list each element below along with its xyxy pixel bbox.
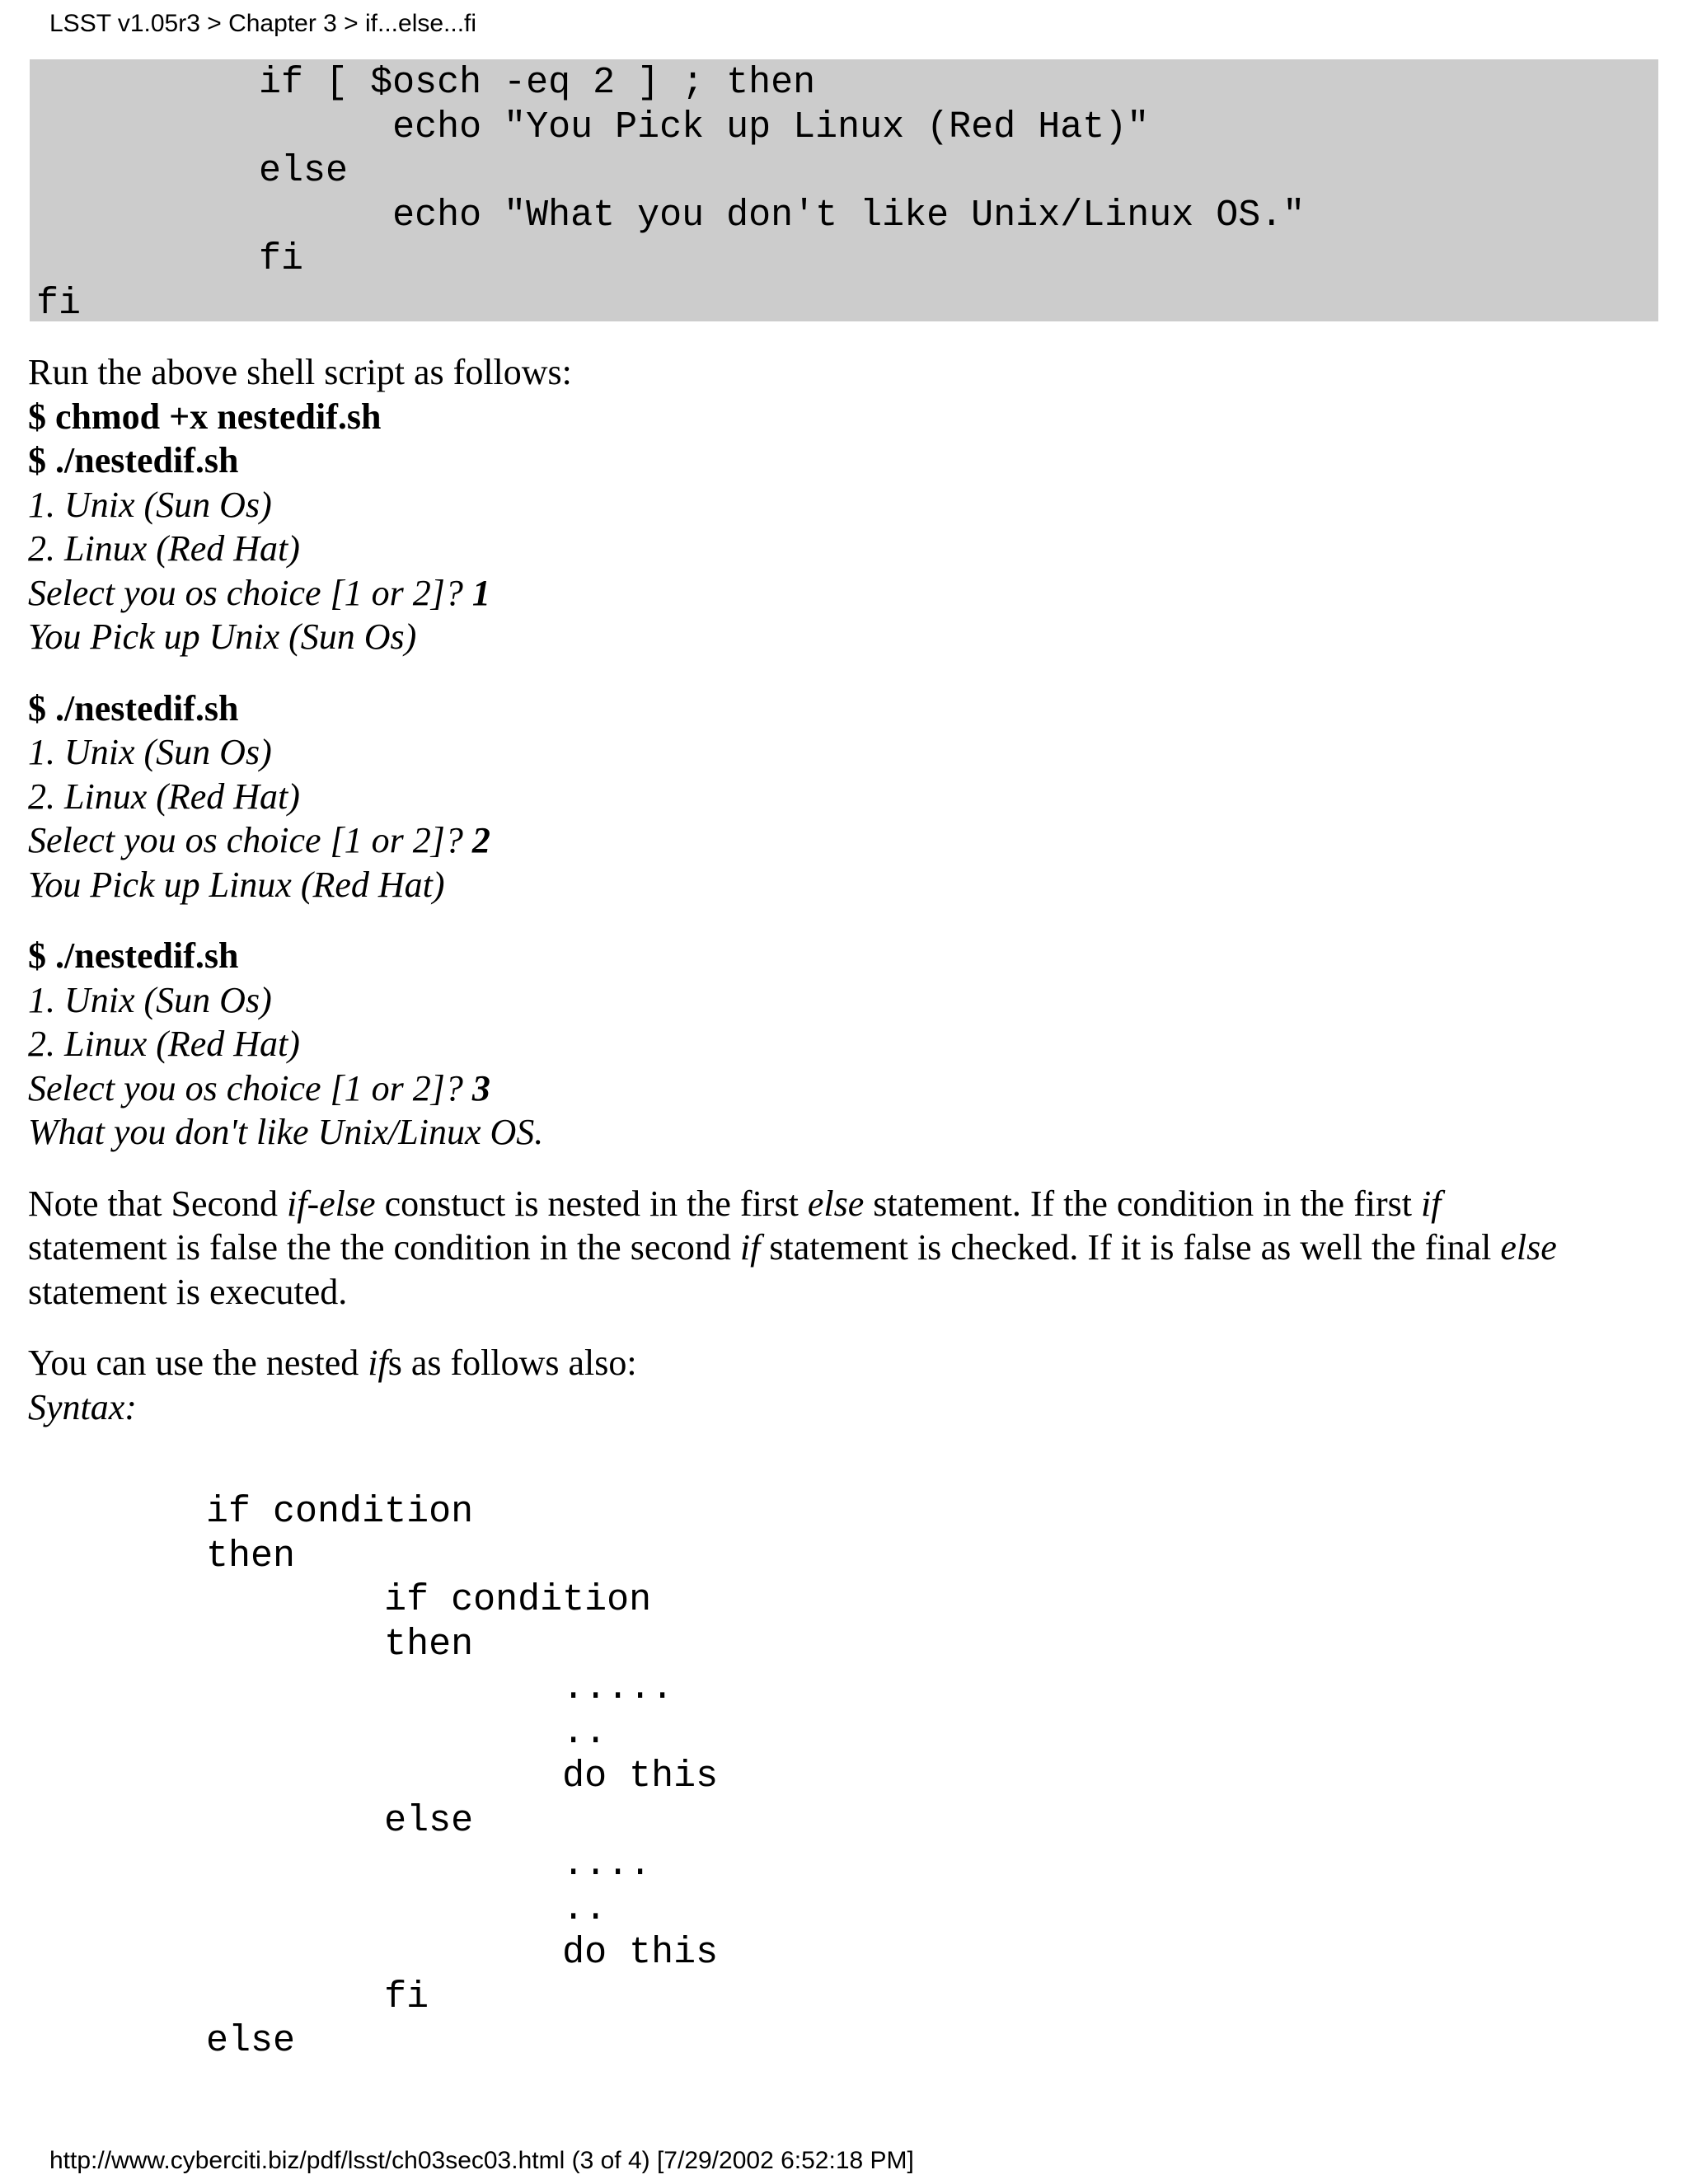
user-input: 3 xyxy=(471,1067,490,1108)
menu-option-1: 1. Unix (Sun Os) xyxy=(28,732,272,772)
command-chmod: $ chmod +x nestedif.sh xyxy=(28,396,382,437)
syntax-label: Syntax: xyxy=(28,1386,137,1427)
run-example-1 xyxy=(28,438,1668,659)
page-header: LSST v1.05r3 > Chapter 3 > if...else...fi xyxy=(49,10,477,37)
nested-intro-paragraph: You can use the nested ifs as follows also: Syntax: xyxy=(28,1343,637,1427)
syntax-code-block xyxy=(28,1490,718,2064)
command-run: $ ./nestedif.sh xyxy=(28,440,239,480)
document-body xyxy=(28,350,1668,1429)
user-input: 1 xyxy=(471,572,490,613)
run-example-3 xyxy=(28,934,1668,1155)
page-footer: http://www.cyberciti.biz/pdf/lsst/ch03sec03.html (3 of 4) [7/29/2002 6:52:18 PM] xyxy=(49,2147,914,2174)
note-paragraph: Note that Second if-else constuct is nested in the first else statement. If the condition in the first if statement is false the the condition in the second if statement is checked. If it is false as well the final else statement is executed. xyxy=(28,1183,1557,1312)
prompt-text: Select you os choice [1 or 2]? xyxy=(28,820,472,860)
command-run: $ ./nestedif.sh xyxy=(28,935,239,976)
code-text: if [ $osch -eq 2 ] ; then echo "You Pick up Linux (Red Hat)" else echo "What you don't like Unix/Linux OS." fi fi xyxy=(36,62,1306,325)
run-output: You Pick up Unix (Sun Os) xyxy=(28,616,417,657)
menu-option-1: 1. Unix (Sun Os) xyxy=(28,979,272,1020)
menu-option-2: 2. Linux (Red Hat) xyxy=(28,776,300,817)
menu-option-1: 1. Unix (Sun Os) xyxy=(28,484,272,525)
menu-prompt xyxy=(28,1066,1668,1111)
run-intro-text: Run the above shell script as follows: xyxy=(28,352,572,392)
run-example-2 xyxy=(28,687,1668,907)
menu-prompt xyxy=(28,818,1668,863)
command-run: $ ./nestedif.sh xyxy=(28,687,239,729)
prompt-text: Select you os choice [1 or 2]? xyxy=(28,572,472,613)
menu-option-2: 2. Linux (Red Hat) xyxy=(28,1024,300,1064)
run-output: What you don't like Unix/Linux OS. xyxy=(28,1112,544,1152)
prompt-text: Select you os choice [1 or 2]? xyxy=(28,1067,472,1108)
menu-option-2: 2. Linux (Red Hat) xyxy=(28,528,300,569)
syntax-code-text: if condition then if condition then ..... .. do this else .... .. do this fi else xyxy=(206,1491,719,2062)
menu-prompt xyxy=(28,571,1668,616)
run-output: You Pick up Linux (Red Hat) xyxy=(28,864,445,905)
user-input: 2 xyxy=(471,820,490,860)
code-block-nested-if xyxy=(30,59,1658,325)
